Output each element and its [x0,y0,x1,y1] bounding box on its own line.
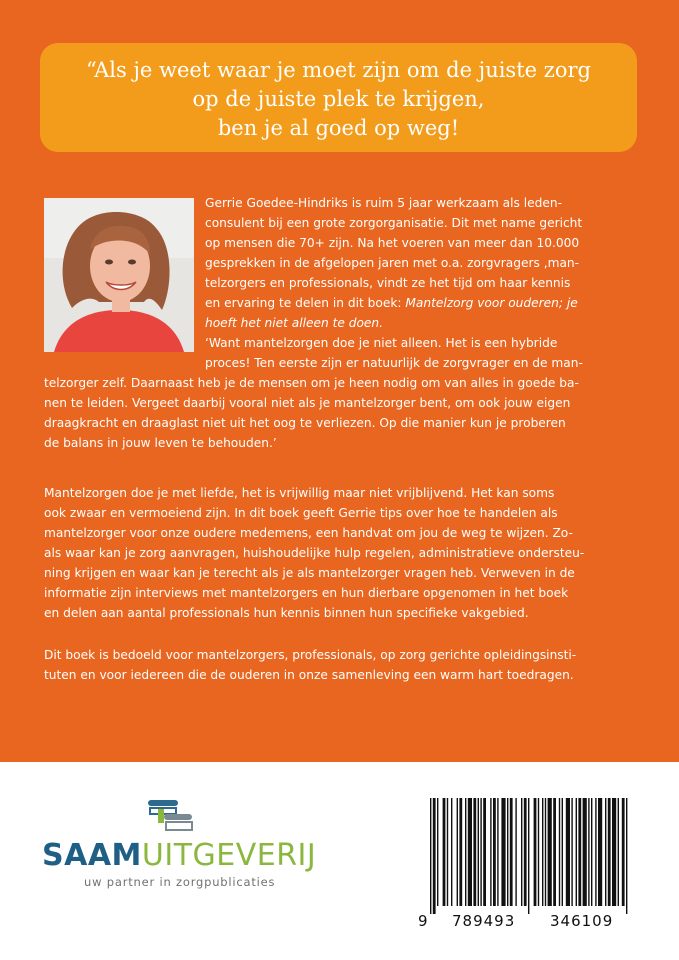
book-title-part2: hoeft het niet alleen te doen. [205,316,384,330]
quote2-line: ‘Want mantelzorgen doe je niet alleen. Het is een hybride [205,336,558,350]
barcode-bar [451,798,452,906]
paragraph-line: Mantelzorgen doe je met liefde, het is vrijwillig maar niet vrijblijvend. Het kan soms [44,486,555,500]
barcode-bar [493,798,496,906]
barcode-bar [473,798,476,906]
barcode-bar [433,798,436,914]
barcode-bar [608,798,611,906]
barcode-bar [447,798,448,906]
barcode-bar [507,798,508,906]
barcode-digit-first: 9 [418,912,428,930]
barcode-bar [595,798,596,906]
bio-line: telzorgers en professionals, vindt ze het tijd om haar kennis [205,276,571,290]
paragraph-line: tuten en voor iedereen die de ouderen in onze samenleving een warm hart toedragen. [44,668,574,682]
paragraph-line: mantelzorger voor onze oudere medemens, een handvat om jou de weg te wijzen. Zo- [44,526,573,540]
paragraph-line: en delen aan aantal professionals hun kennis binnen hun specifieke vakgebied. [44,606,529,620]
barcode-bar [459,798,462,906]
barcode-bar [521,798,522,906]
bio-line [205,293,582,313]
barcode-bar [583,798,587,906]
bio-line: op mensen die 70+ zijn. Na het voeren van meer dan 10.000 [205,236,580,250]
paragraph-line: als waar kan je zorg aanvragen, huishoudelijke hulp regelen, administratieve ondersteu- [44,546,585,560]
author-quote-wide [44,373,579,453]
barcode-bar [591,798,592,906]
audience-paragraph [44,645,576,685]
publisher-logo-icon [148,800,194,836]
barcode-bar [483,798,486,906]
author-quote-narrow [205,333,583,373]
description-paragraph [44,483,584,623]
barcode-bar [626,798,627,914]
quote-line: op de juiste plek te krijgen, [192,87,485,111]
bio-line: consulent bij een grote zorgorganisatie. Dit met name gericht [205,216,583,230]
barcode-bar [501,798,505,906]
quote-line: “Als je weet waar je moet zijn om de juiste zorg [86,58,591,82]
publisher-name-uitgeverij: UITGEVERIJ [141,838,317,873]
barcode-bar [542,798,543,906]
bio-line: gesprekken in de afgelopen jaren met o.a. zorgvragers ,man- [205,256,580,270]
barcode-bar [480,798,481,906]
quote-line: ben je al goed op weg! [217,116,460,140]
quote2-line: telzorger zelf. Daarnaast heb je de mensen om je heen nodig om van alles in goede ba- [44,376,579,390]
barcode-bar [571,798,572,906]
barcode-graphic [416,796,638,930]
barcode-bar [545,798,546,906]
publisher-name [42,838,316,874]
barcode-bar [468,798,472,906]
barcode-bar [576,798,577,906]
quote2-line: draagkracht en draaglast niet uit het oog te verliezen. Op die manier kun je proberen [44,416,566,430]
author-portrait-image [44,198,194,352]
paragraph-line: informatie zijn interviews met mantelzorgers en hun dierbare opgenomen in het boek [44,586,569,600]
barcode-digits-group2: 346109 [550,912,614,930]
book-title-part1: Mantelzorg voor ouderen; je [405,296,578,310]
publisher-tagline: uw partner in zorgpublicaties [84,875,276,889]
barcode-bar [457,798,458,906]
quote2-line: nen te leiden. Vergeet daarbij vooral niet als je mantelzorger bent, om ook jouw eigen [44,396,571,410]
quote2-line: de balans in jouw leven te behouden.’ [44,436,277,450]
barcode-bar [548,798,552,906]
barcode-bar [562,798,563,906]
barcode-bar [490,798,491,906]
pull-quote [40,56,637,143]
bio-line: Gerrie Goedee-Hindriks is ruim 5 jaar werkzaam als leden- [205,196,562,210]
publisher-name-saam: SAAM [42,838,142,873]
barcode-bar [612,798,616,906]
barcode-bar [515,798,516,906]
barcode-bar [605,798,606,906]
barcode-bar [478,798,479,906]
barcode-bar [497,798,498,906]
paragraph-line: ook zwaar en vermoeiend zijn. In dit boek geeft Gerrie tips over hoe te handelen als [44,506,558,520]
barcode-bar [578,798,581,906]
bio-line [205,313,582,333]
quote2-line: proces! Ten eerste zijn er natuurlijk de zorgvrager en de man- [205,356,583,370]
paragraph-line: Dit boek is bedoeld voor mantelzorgers, professionals, op zorg gerichte opleidingsinsti- [44,648,577,662]
barcode-digits-group1: 789493 [452,912,516,930]
author-photo [44,198,194,352]
barcode-bar [566,798,570,906]
barcode-bar [528,798,529,914]
bio-line-text: en ervaring te delen in dit boek: [205,296,406,310]
barcode-bar [598,798,602,906]
barcode-bar [618,798,619,906]
barcode-bar [524,798,527,906]
author-bio [205,193,582,333]
isbn-barcode [416,796,638,930]
barcode-bar [534,798,537,906]
barcode-bar [622,798,625,906]
barcode-bar [510,798,513,906]
barcode-bar [465,798,466,906]
barcode-bar [553,798,556,906]
barcode-bar [538,798,539,906]
barcode-bar [437,798,438,906]
barcode-bar [588,798,589,906]
barcode-bar [430,798,431,914]
barcode-bar [443,798,446,906]
barcode-bar [559,798,560,906]
book-stack-icon [148,800,194,832]
paragraph-line: ning krijgen en waar kan je terecht als je als mantelzorger vragen heb. Verweven in de [44,566,575,580]
quote-box [40,43,637,152]
